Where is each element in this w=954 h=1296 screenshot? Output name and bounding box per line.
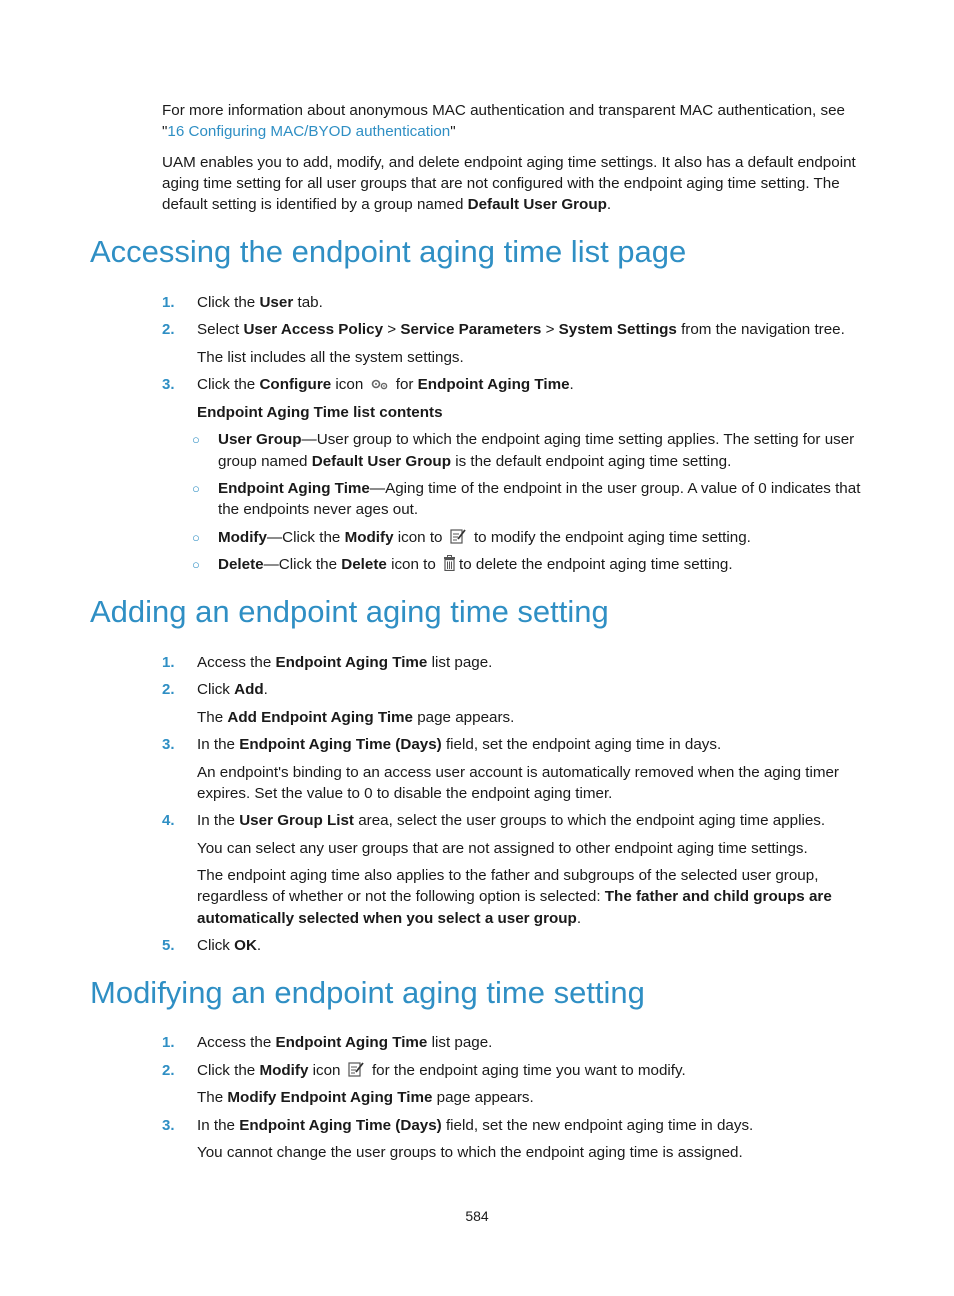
- section-heading-modifying: Modifying an endpoint aging time setting: [90, 975, 645, 1010]
- intro-paragraph-2-line-3: default setting is identified by a group named Default User Group.: [162, 196, 612, 213]
- step-number: 1.: [162, 654, 175, 671]
- modify-icon: [348, 1061, 365, 1077]
- modify-icon: [450, 528, 467, 544]
- bullet-aging-time-line-2: the endpoints never ages out.: [218, 501, 419, 518]
- s2-step-4-note-2-line-3: automatically selected when you select a user group.: [197, 910, 582, 927]
- bullet-marker: ○: [192, 481, 200, 496]
- s2-step-4: In the User Group List area, select the user groups to which the endpoint aging time applies.: [197, 812, 826, 829]
- bullet-aging-time-line-1: Endpoint Aging Time—Aging time of the endpoint in the user group. A value of 0 indicates that: [218, 480, 861, 497]
- step-number: 3.: [162, 736, 175, 753]
- step-number: 4.: [162, 812, 175, 829]
- bullet-delete: Delete—Click the Delete icon to to delete the endpoint aging time setting.: [218, 556, 733, 573]
- intro-paragraph-2-line-1: UAM enables you to add, modify, and delete endpoint aging time settings. It also has a default endpoint: [162, 154, 856, 171]
- s3-step-2: Click the Modify icon for the endpoint aging time you want to modify.: [197, 1062, 686, 1079]
- mac-byod-link[interactable]: 16 Configuring MAC/BYOD authentication: [167, 123, 451, 140]
- s3-step-3-note: You cannot change the user groups to which the endpoint aging time is assigned.: [197, 1144, 743, 1161]
- list-contents-heading: Endpoint Aging Time list contents: [197, 404, 443, 421]
- page-number: 584: [465, 1208, 489, 1224]
- trash-icon: [443, 555, 456, 571]
- intro-paragraph-2-line-2: aging time setting for all user groups that are not configured with the endpoint aging time setting. The: [162, 175, 840, 192]
- s2-step-5: Click OK.: [197, 937, 262, 954]
- s2-step-3-note-line-2: expires. Set the value to 0 to disable the endpoint aging timer.: [197, 785, 613, 802]
- s3-step-2-note: The Modify Endpoint Aging Time page appears.: [197, 1089, 534, 1106]
- s2-step-2: Click Add.: [197, 681, 268, 698]
- s2-step-2-note: The Add Endpoint Aging Time page appears.: [197, 709, 515, 726]
- bullet-user-group-line-2: group named Default User Group is the default endpoint aging time setting.: [218, 453, 732, 470]
- step-number: 2.: [162, 1062, 175, 1079]
- step-number: 1.: [162, 294, 175, 311]
- intro-paragraph-1: For more information about anonymous MAC authentication and transparent MAC authentication, see: [162, 102, 845, 119]
- step-number: 5.: [162, 937, 175, 954]
- s2-step-4-note-1: You can select any user groups that are not assigned to other endpoint aging time settings.: [197, 840, 808, 857]
- step-number: 2.: [162, 681, 175, 698]
- step-number: 2.: [162, 321, 175, 338]
- bullet-modify: Modify—Click the Modify icon to to modify the endpoint aging time setting.: [218, 529, 751, 546]
- s2-step-3-note-line-1: An endpoint's binding to an access user account is automatically removed when the aging timer: [197, 764, 839, 781]
- s3-step-3: In the Endpoint Aging Time (Days) field, set the new endpoint aging time in days.: [197, 1117, 754, 1134]
- s2-step-3: In the Endpoint Aging Time (Days) field, set the endpoint aging time in days.: [197, 736, 722, 753]
- s1-step-2: Select User Access Policy > Service Parameters > System Settings from the navigation tree.: [197, 321, 845, 338]
- step-number: 3.: [162, 1117, 175, 1134]
- bullet-marker: ○: [192, 530, 200, 545]
- configure-icon: [371, 378, 389, 391]
- s2-step-1: Access the Endpoint Aging Time list page.: [197, 654, 493, 671]
- section-heading-adding: Adding an endpoint aging time setting: [90, 594, 609, 629]
- section-heading-accessing: Accessing the endpoint aging time list page: [90, 234, 687, 269]
- step-number: 3.: [162, 376, 175, 393]
- s2-step-4-note-2-line-2: regardless of whether or not the following option is selected: The father and child groups are: [197, 888, 832, 905]
- s2-step-4-note-2-line-1: The endpoint aging time also applies to the father and subgroups of the selected user group,: [197, 867, 819, 884]
- bullet-user-group-line-1: User Group—User group to which the endpoint aging time setting applies. The setting for user: [218, 431, 855, 448]
- s3-step-1: Access the Endpoint Aging Time list page.: [197, 1034, 493, 1051]
- s1-step-2-note: The list includes all the system settings.: [197, 349, 464, 366]
- bullet-marker: ○: [192, 432, 200, 447]
- step-number: 1.: [162, 1034, 175, 1051]
- bullet-marker: ○: [192, 557, 200, 572]
- s1-step-1: Click the User tab.: [197, 294, 323, 311]
- s1-step-3: Click the Configure icon for Endpoint Aging Time.: [197, 376, 574, 393]
- intro-paragraph-1-link-line: "16 Configuring MAC/BYOD authentication": [162, 123, 456, 140]
